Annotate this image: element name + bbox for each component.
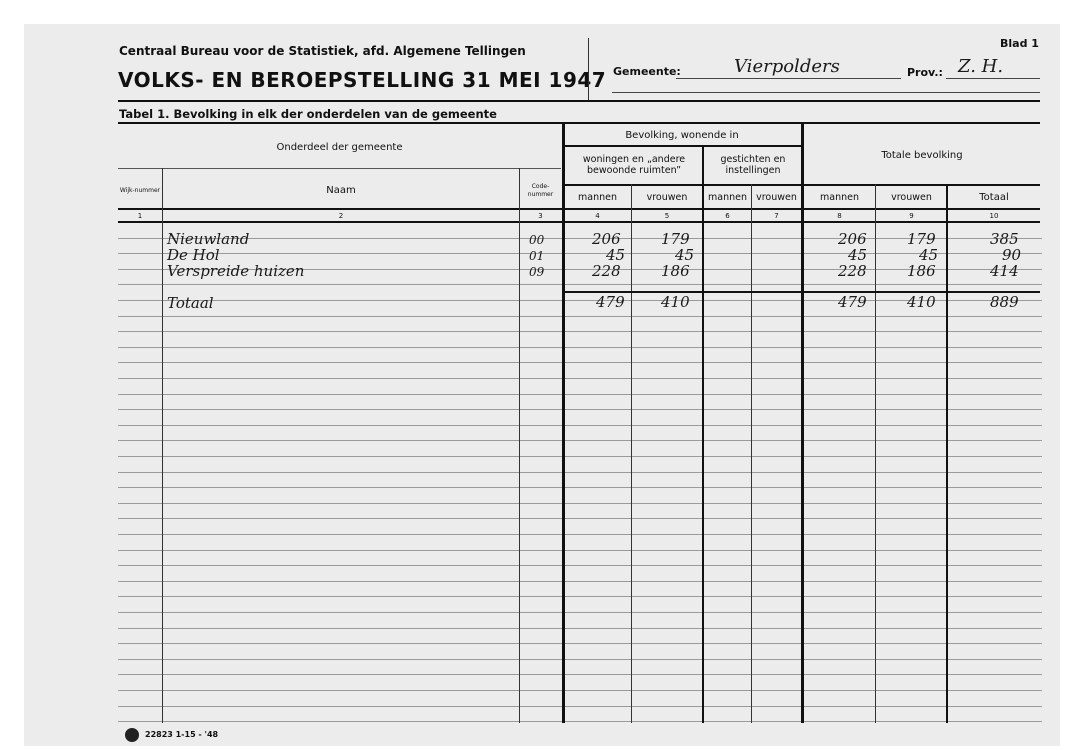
ruled-line: [118, 612, 1042, 613]
sub-gestichten-label: gestichten en instellingen: [720, 154, 786, 176]
ruled-line: [118, 706, 1042, 707]
ruled-line: [118, 690, 1042, 691]
row-totaal: 90: [1002, 246, 1022, 264]
col-number-9: 9: [909, 211, 914, 220]
row-w-vrouwen: 186: [661, 262, 690, 280]
group-bevolking-label: Bevolking, wonende in: [625, 129, 739, 141]
col-header-g-vrouwen: vrouwen: [756, 191, 797, 203]
body-ruled-area: [118, 222, 1042, 723]
group-onderdeel-label: Onderdeel der gemeente: [276, 141, 403, 153]
col-number-8: 8: [837, 211, 842, 220]
ruled-line: [118, 253, 1042, 254]
ruled-line: [118, 565, 1042, 566]
gemeente-value: Vierpolders: [734, 56, 840, 77]
ruled-line: [118, 518, 1042, 519]
vline-totaal: [946, 184, 948, 723]
ruled-line: [118, 534, 1042, 535]
ruled-line: [118, 300, 1042, 301]
ruled-line: [118, 409, 1042, 410]
header-divider: [588, 38, 589, 100]
row-naam: De Hol: [167, 246, 220, 264]
prov-value: Z. H.: [958, 56, 1004, 77]
row-code: 01: [529, 249, 545, 263]
sheet-number: Blad 1: [1000, 37, 1039, 50]
row-totaal: 414: [990, 262, 1019, 280]
ruled-line: [118, 347, 1042, 348]
col-number-4: 4: [595, 211, 600, 220]
row-w-mannen: 45: [606, 246, 626, 264]
col-number-5: 5: [664, 211, 670, 220]
vline-totale-left: [801, 124, 804, 723]
ruled-line: [118, 721, 1042, 722]
total-label: Totaal: [167, 294, 214, 312]
row-w-mannen: 228: [592, 262, 621, 280]
total-separator-rule: [564, 291, 1040, 293]
row-totaal: 385: [990, 230, 1019, 248]
row-code: 00: [529, 233, 545, 247]
total-t-vrouwen: 410: [907, 293, 936, 311]
table-title: Tabel 1. Bevolking in elk der onderdelen van de gemeente: [119, 107, 497, 121]
prov-underline: [946, 78, 1040, 79]
ruled-line: [118, 378, 1042, 379]
ruled-line: [118, 503, 1042, 504]
total-t-mannen: 479: [838, 293, 867, 311]
vline-t-vrouwen: [875, 184, 876, 723]
sub-woningen-label: woningen en „andere bewoonde ruimten”: [582, 154, 686, 176]
ruled-line: [118, 456, 1042, 457]
rule-below-onderdeel-label: [118, 168, 561, 169]
rule-above-col-numbers: [118, 208, 1040, 210]
group-totale-label: Totale bevolking: [881, 149, 963, 161]
total-totaal: 889: [990, 293, 1019, 311]
print-mark: 22823 1-15 - '48: [145, 730, 219, 739]
vline-wijk: [162, 168, 163, 723]
row-w-mannen: 206: [592, 230, 621, 248]
ruled-line: [118, 596, 1042, 597]
bureau-name: Centraal Bureau voor de Statistiek, afd. Algemene Tellingen: [119, 44, 526, 58]
ruled-line: [118, 316, 1042, 317]
ruled-line: [118, 425, 1042, 426]
col-number-7: 7: [774, 211, 779, 220]
row-w-vrouwen: 179: [661, 230, 690, 248]
table-top-rule: [118, 122, 1040, 124]
ruled-line: [118, 628, 1042, 629]
col-number-10: 10: [989, 211, 999, 220]
vline-w-vrouwen: [631, 184, 632, 723]
row-naam: Verspreide huizen: [167, 262, 305, 280]
vline-code: [519, 168, 520, 723]
col-header-wijk: Wijk-nummer: [119, 187, 161, 194]
total-w-mannen: 479: [596, 293, 625, 311]
col-header-naam: Naam: [326, 184, 356, 196]
ruled-line: [118, 284, 1042, 285]
col-header-code: Code-nummer: [527, 183, 554, 198]
col-header-totaal: Totaal: [979, 191, 1009, 203]
gemeente-underline: [676, 78, 901, 79]
gemeente-label: Gemeente:: [613, 65, 681, 78]
col-number-2: 2: [338, 211, 344, 220]
row-t-vrouwen: 186: [907, 262, 936, 280]
ruled-line: [118, 487, 1042, 488]
printer-logo-icon: [125, 728, 139, 742]
ruled-line: [118, 440, 1042, 441]
col-number-3: 3: [538, 211, 543, 220]
vline-g-vrouwen: [751, 184, 752, 723]
total-w-vrouwen: 410: [661, 293, 690, 311]
col-header-w-vrouwen: vrouwen: [646, 191, 688, 203]
ruled-line: [118, 550, 1042, 551]
ruled-line: [118, 394, 1042, 395]
ruled-line: [118, 238, 1042, 239]
row-code: 09: [529, 265, 545, 279]
ruled-line: [118, 659, 1042, 660]
vline-bevolking-left: [562, 124, 565, 723]
row-t-vrouwen: 179: [907, 230, 936, 248]
form-title: VOLKS- EN BEROEPSTELLING 31 MEI 1947: [118, 68, 607, 92]
row-w-vrouwen: 45: [675, 246, 695, 264]
header-rule: [118, 100, 1040, 102]
ruled-line: [118, 674, 1042, 675]
col-header-w-mannen: mannen: [578, 191, 617, 203]
col-number-6: 6: [725, 211, 730, 220]
ruled-line: [118, 581, 1042, 582]
vline-gestichten: [702, 145, 704, 723]
ruled-line: [118, 643, 1042, 644]
row-t-vrouwen: 45: [919, 246, 939, 264]
col-number-1: 1: [137, 211, 143, 220]
col-header-t-vrouwen: vrouwen: [891, 191, 932, 203]
col-header-t-mannen: mannen: [820, 191, 859, 203]
row-naam: Nieuwland: [167, 230, 250, 248]
row-t-mannen: 45: [848, 246, 868, 264]
prov-label: Prov.:: [907, 66, 943, 79]
ruled-line: [118, 472, 1042, 473]
ruled-line: [118, 362, 1042, 363]
row-t-mannen: 228: [838, 262, 867, 280]
row-t-mannen: 206: [838, 230, 867, 248]
header-blank-line-1: [612, 92, 1040, 93]
ruled-line: [118, 331, 1042, 332]
col-header-g-mannen: mannen: [708, 191, 747, 203]
rule-below-bevolking-label: [563, 145, 801, 147]
